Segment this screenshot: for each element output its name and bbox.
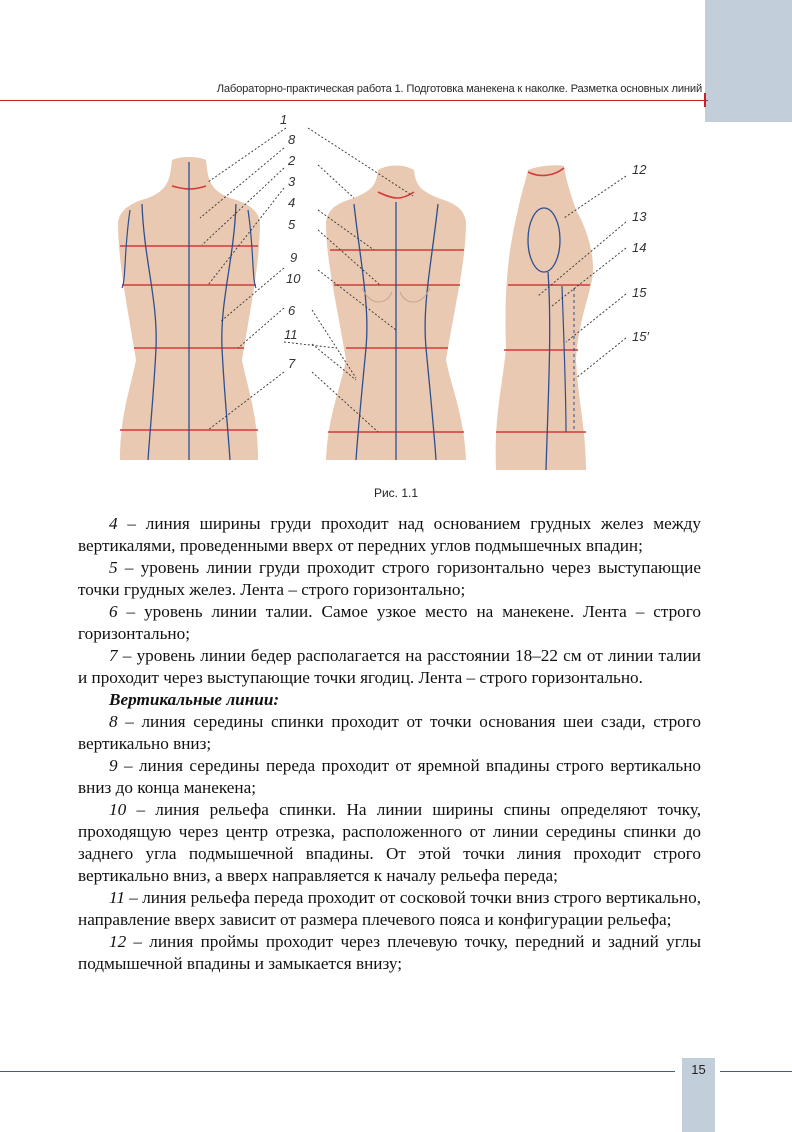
item-text: – уровень линии груди проходит строго горизонтально через выступающие точки грудных желез. Лента – строго горизонтально; (78, 558, 701, 599)
item-number: 5 (109, 558, 118, 577)
figure-caption: Рис. 1.1 (373, 486, 419, 500)
body-text (78, 513, 701, 975)
item-text: – линия проймы проходит через плечевую точку, передний и задний углы подмышечной впадины и замыкается внизу; (78, 932, 701, 973)
svg-text:7: 7 (288, 356, 296, 371)
svg-text:8: 8 (288, 132, 296, 147)
item-text: – линия рельефа переда проходит от сосковой точки вниз строго вертикально, направление вверх зависит от размера плечевого пояса и конфигурации рельефа; (78, 888, 701, 929)
mannequin-back (118, 157, 260, 460)
item-number: 9 (109, 756, 118, 775)
svg-text:11: 11 (284, 327, 298, 342)
item-text: – уровень линии бедер располагается на расстоянии 18–22 см от линии талии и проходит через выступающие точки ягодиц. Лента – строго горизонтально. (78, 646, 701, 687)
svg-text:14: 14 (632, 240, 647, 255)
svg-text:2: 2 (288, 153, 296, 168)
paragraph-item-5 (78, 557, 701, 601)
svg-text:12: 12 (632, 162, 647, 177)
paragraph-item-4 (78, 513, 701, 557)
paragraph-item-11 (78, 887, 701, 931)
item-number: 11 (109, 888, 125, 907)
section-heading: Вертикальные линии: (109, 690, 280, 709)
header-rule (0, 100, 708, 101)
svg-text:5: 5 (288, 217, 296, 232)
mannequin-figure (108, 110, 668, 490)
svg-text:4: 4 (288, 195, 296, 210)
mannequin-front (326, 166, 466, 461)
item-number: 8 (109, 712, 118, 731)
item-number: 6 (109, 602, 118, 621)
item-text: – линия середины переда проходит от яремной впадины строго вертикально вниз до конца манекена; (78, 756, 701, 797)
item-text: – линия рельефа спинки. На линии ширины спины определяют точку, проходящую через центр отрезка, расположенного от линии середины спинки до заднего угла подмышечной впадины. От этой точки линия проходит строго вертикально вниз, а вверх направляется к началу рельефа переда; (78, 800, 701, 885)
svg-text:10: 10 (286, 271, 301, 286)
paragraph-item-8 (78, 711, 701, 755)
item-text: – линия середины спинки проходит от точки основания шеи сзади, строго вертикально вниз; (78, 712, 701, 753)
item-text: – уровень линии талии. Самое узкое место на манекене. Лента – строго горизонтально; (78, 602, 701, 643)
svg-text:1: 1 (280, 112, 288, 127)
svg-text:6: 6 (288, 303, 296, 318)
paragraph-item-6 (78, 601, 701, 645)
item-number: 7 (109, 646, 118, 665)
item-number: 10 (109, 800, 127, 819)
running-header: Лабораторно-практическая работа 1. Подготовка манекена к наколке. Разметка основных линий (216, 83, 702, 95)
item-number: 12 (109, 932, 127, 951)
item-number: 4 (109, 514, 118, 533)
svg-text:13: 13 (632, 209, 647, 224)
footer-rule-left (0, 1071, 675, 1072)
footer-rule-right (720, 1071, 792, 1072)
corner-tab-top (705, 0, 792, 122)
paragraph-item-7 (78, 645, 701, 689)
svg-text:3: 3 (288, 174, 296, 189)
mannequin-side (496, 165, 593, 470)
paragraph-item-12 (78, 931, 701, 975)
item-text: – линия ширины груди проходит над основанием грудных желез между вертикалями, проведенными вверх от передних углов подмышечных впадин; (78, 514, 701, 555)
svg-text:15: 15 (632, 285, 647, 300)
paragraph-item-9 (78, 755, 701, 799)
page-number: 15 (691, 1062, 706, 1077)
paragraph-item-10 (78, 799, 701, 887)
header-rule-tick (704, 93, 706, 107)
svg-text:15′: 15′ (632, 329, 649, 344)
svg-text:9: 9 (290, 250, 298, 265)
